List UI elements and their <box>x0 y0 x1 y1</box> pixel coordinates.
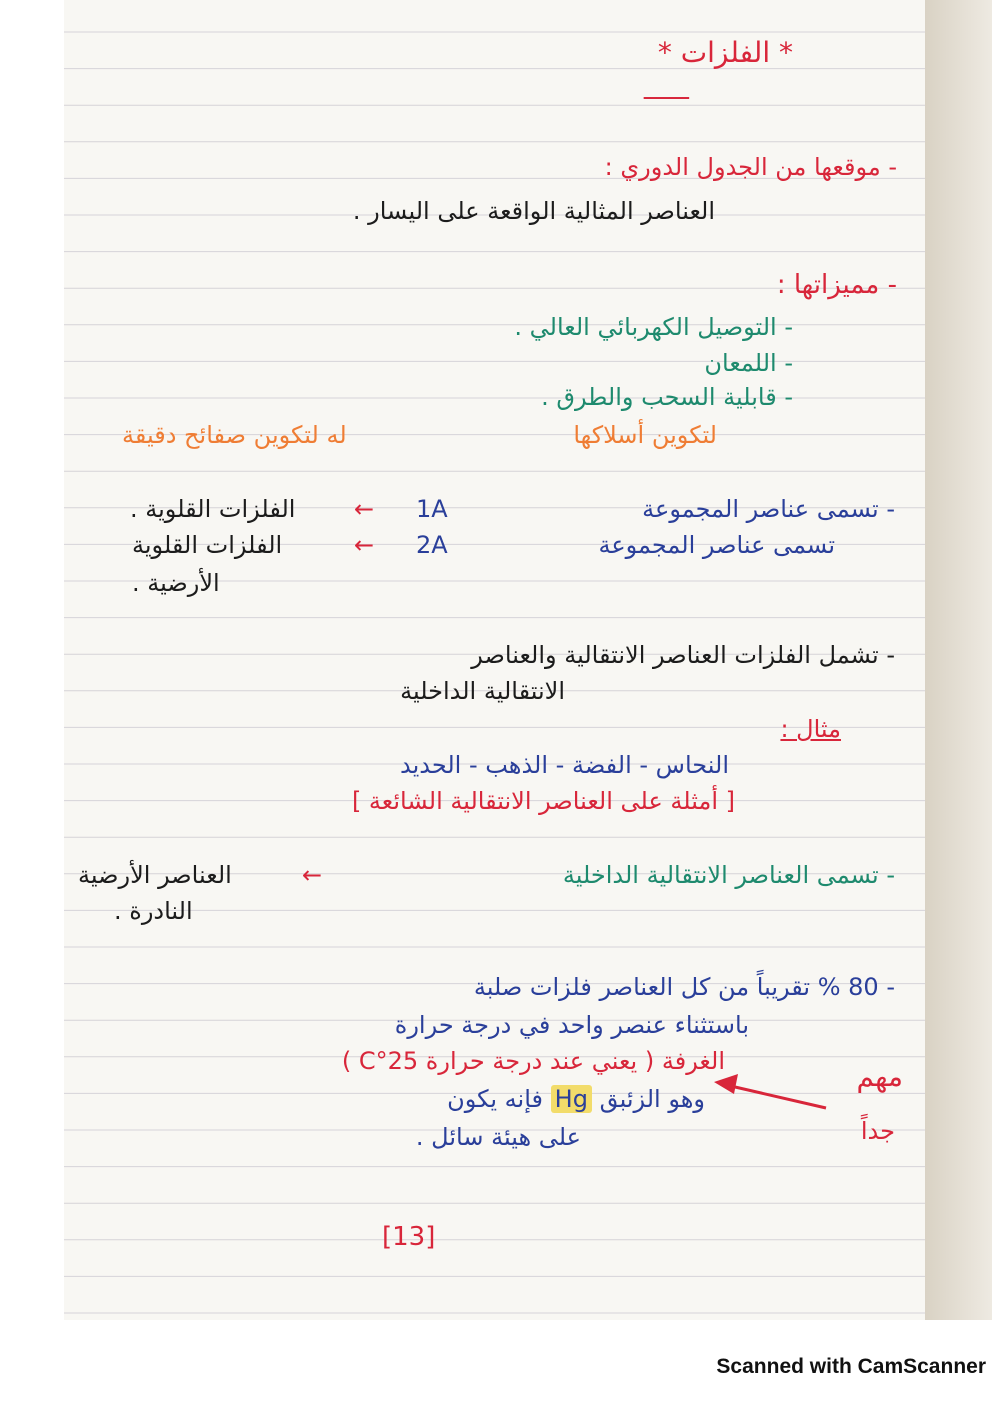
group-1a-result: الفلزات القلوية . <box>130 495 296 523</box>
feature-item-3: - قابلية السحب والطرق . <box>541 383 793 411</box>
percent-line-4-b: فإنه يكون <box>447 1085 543 1113</box>
example-heading: مثال : <box>780 715 841 743</box>
percent-line-2: باستثناء عنصر واحد في درجة حرارة <box>394 1011 749 1039</box>
features-note-right: له لتكوين صفائح دقيقة <box>122 421 347 449</box>
percent-line-5: على هيئة سائل . <box>415 1123 581 1151</box>
inner-cont: النادرة . <box>114 897 193 925</box>
includes-line-2: الانتقالية الداخلية <box>400 677 565 705</box>
features-note-left: لتكوين أسلاكها <box>573 421 717 449</box>
group-2a-code: 2A <box>416 531 448 559</box>
group-2a-label: تسمى عناصر المجموعة <box>598 531 835 559</box>
group-2a-result: الفلزات القلوية <box>132 531 283 559</box>
feature-item-1: - التوصيل الكهربائي العالي . <box>514 313 793 341</box>
page-number: [13] <box>382 1222 436 1252</box>
percent-line-1: - 80 % تقريباً من كل العناصر فلزات صلبة <box>473 973 895 1001</box>
mercury-symbol: Hg <box>551 1085 592 1113</box>
title-underline: ـــــــ <box>643 80 689 105</box>
important-word-2: جداً <box>860 1117 895 1145</box>
notebook-page <box>64 0 925 1320</box>
important-word-1: مهم <box>856 1060 903 1093</box>
important-arrow-icon <box>710 1068 830 1118</box>
page-edge <box>925 0 992 1320</box>
inner-left: - تسمى العناصر الانتقالية الداخلية <box>562 861 895 889</box>
group-1a-arrow: ← <box>354 495 375 523</box>
group-1a-label: - تسمى عناصر المجموعة <box>642 495 895 523</box>
position-heading: - موقعها من الجدول الدوري : <box>604 153 897 181</box>
example-note: [ أمثلة على العناصر الانتقالية الشائعة ] <box>351 787 735 815</box>
example-items: النحاس - الفضة - الذهب - الحديد <box>399 751 729 779</box>
percent-line-4-a: وهو الزئبق <box>599 1085 705 1113</box>
feature-item-2: - اللمعان <box>704 349 793 377</box>
percent-line-4 <box>447 1084 705 1114</box>
group-2a-result-cont: الأرضية . <box>132 569 220 597</box>
inner-arrow: ← <box>302 861 323 889</box>
includes-line-1: - تشمل الفلزات العناصر الانتقالية والعناصر <box>471 641 895 669</box>
percent-line-3: الغرفة ( يعني عند درجة حرارة 25°C ) <box>341 1047 725 1075</box>
page-title: * الفلزات * <box>657 36 793 69</box>
scanner-watermark: Scanned with CamScanner <box>716 1355 986 1378</box>
group-2a-arrow: ← <box>354 531 375 559</box>
position-text: العناصر المثالية الواقعة على اليسار . <box>352 197 715 225</box>
features-heading: - مميزاتها : <box>776 270 897 300</box>
inner-right: العناصر الأرضية <box>78 861 232 889</box>
group-1a-code: 1A <box>416 495 448 523</box>
